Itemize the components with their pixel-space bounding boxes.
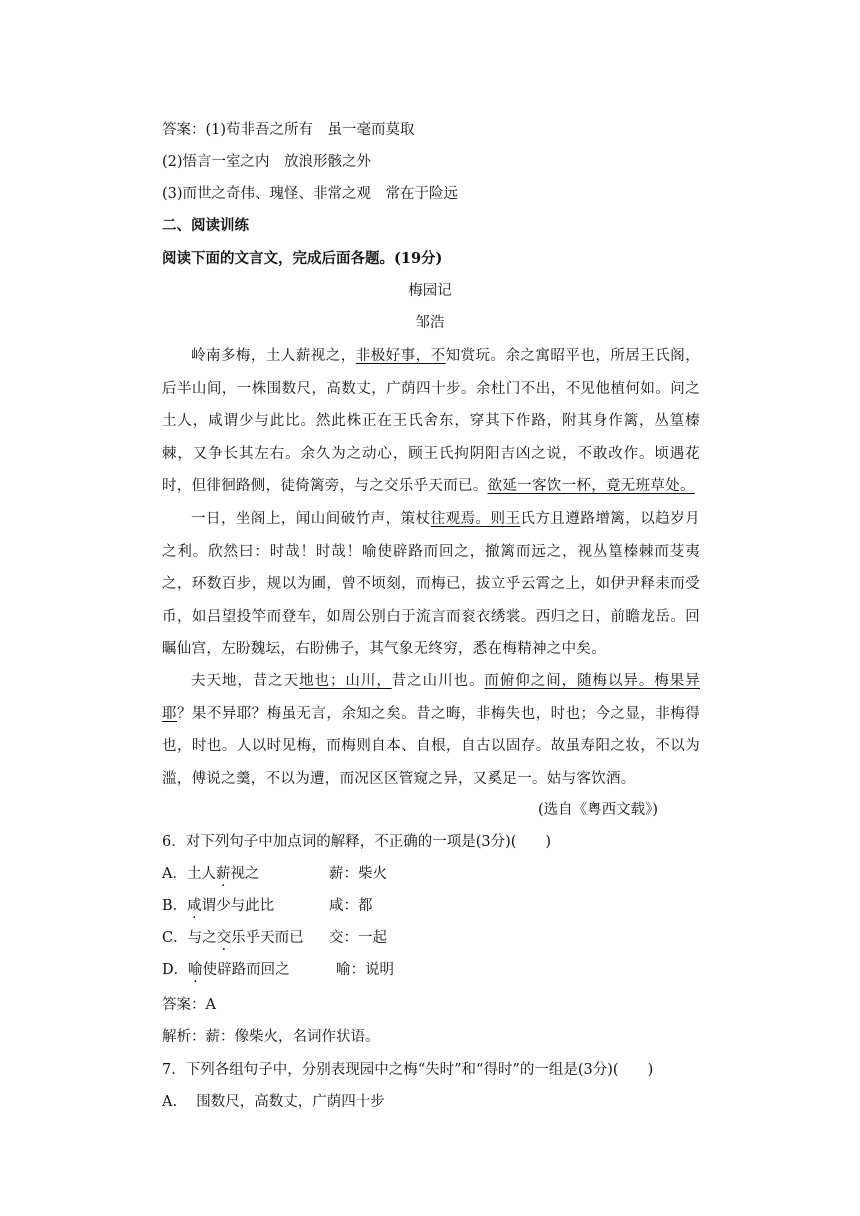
passage-author: 邹浩 bbox=[415, 315, 445, 331]
q6-option-b-gloss: 咸：都 bbox=[329, 898, 373, 914]
q6-b-suffix: 谓少与此比 bbox=[201, 898, 275, 914]
p1-underlined-2: 欲延一客饮一杯，竟无班草处。 bbox=[487, 478, 695, 494]
p2-underlined-1: 往观焉。则王 bbox=[430, 511, 521, 527]
q6-option-c-gloss: 交：一起 bbox=[329, 930, 387, 946]
q6-c-prefix: C．与之 bbox=[162, 930, 217, 946]
passage-title: 梅园记 bbox=[408, 283, 452, 299]
q6-d-dotted-word: 喻 bbox=[188, 962, 203, 978]
passage-source: (选自《粤西文载》) bbox=[538, 802, 659, 818]
section-heading: 二、阅读训练 bbox=[162, 217, 249, 234]
p3-underlined-2: 而俯仰之间，随梅以异。梅果异耶 bbox=[162, 673, 700, 722]
q6-a-prefix: A．土人 bbox=[162, 866, 216, 882]
q6-answer: 答案：A bbox=[162, 997, 216, 1013]
passage-paragraph-2 bbox=[162, 503, 700, 666]
p2-text-1: 一日，坐阁上，闻山间破竹声，策杖 bbox=[191, 511, 431, 527]
p1-text-1: 岭南多梅，土人薪视之， bbox=[191, 348, 356, 364]
q6-a-suffix: 视之 bbox=[230, 866, 260, 882]
q6-option-b bbox=[162, 896, 274, 916]
p1-underlined-1: 非极好事，不 bbox=[355, 348, 446, 364]
p3-text-2: 昔之山川也。 bbox=[391, 673, 485, 689]
q6-c-suffix: 乐乎天而已 bbox=[231, 930, 304, 946]
answer-line-1: 答案：(1)苟非吾之所有 虽一毫而莫取 bbox=[162, 122, 415, 138]
p3-text-3: ？果不异耶？梅虽无言，余知之矣。昔之晦，非梅失也，时也；今之显，非梅得也，时也。人以时见梅，而梅则自本、自根，自古以固存。故虽寿阳之妆，不以为滥，傅说之羹，不以为遭，而况区区管窥之异，又奚足一。姑与客饮酒。 bbox=[162, 705, 700, 787]
q6-d-suffix: 使辟路而回之 bbox=[202, 962, 290, 978]
q6-b-dotted-word: 咸 bbox=[187, 898, 202, 914]
p1-text-2: 知赏玩。余之寓昭平也，所居王氏阁，后半山间，一株围数尺，高数丈，广荫四十步。余杜门不出，不见他植何如。问之土人，咸谓少与此比。然此株正在王氏舍东，穿其下作路，附其身作篱，丛篁榛棘，又争长其左右。余久为之动心，顾王氏拘阴阳吉凶之说，不敢改作。顷遇花时，但徘徊路侧，徒倚篱旁，与之交乐乎天而已。 bbox=[162, 348, 700, 494]
q6-c-dotted-word: 交 bbox=[216, 930, 232, 946]
p2-text-2: 氏方且遵路增篱，以趋岁月之利。欣然曰：时哉！时哉！喻使辟路而回之，撤篱而远之，视丛篁榛棘而芟夷之，环数百步，规以为圃，曾不顷刻，而梅已，拔立乎云霄之上，如伊尹释耒而受币，如吕望投竿而登车，如周公别白于流言而衮衣绣裳。西归之日，前瞻龙岳。回瞩仙宫，左盼魏坛，右盼佛子，其气象无终穷，悉在梅精神之中矣。 bbox=[162, 511, 700, 657]
p3-underlined-1: 地也；山川， bbox=[299, 673, 392, 689]
q6-d-prefix: D． bbox=[162, 962, 189, 978]
q6-b-prefix: B． bbox=[162, 898, 188, 914]
answer-line-2: (2)悟言一室之内 放浪形骸之外 bbox=[162, 154, 372, 170]
answer-line-3: (3)而世之奇伟、瑰怪、非常之观 常在于险远 bbox=[162, 186, 459, 202]
q6-a-dotted-word: 薪 bbox=[215, 866, 231, 882]
passage-paragraph-3 bbox=[162, 665, 700, 795]
q7-stem: 7．下列各组句子中，分别表现园中之梅“失时”和“得时”的一组是(3分)( ) bbox=[162, 1062, 654, 1078]
p3-text-1: 夫天地，昔之天 bbox=[191, 673, 300, 689]
q6-option-c bbox=[162, 928, 304, 948]
q6-option-d bbox=[162, 960, 290, 980]
q6-stem: 6．对下列句子中加点词的解释，不正确的一项是(3分)( ) bbox=[162, 834, 552, 850]
q7-option-a: A. 围数尺，高数丈，广荫四十步 bbox=[162, 1094, 385, 1110]
q6-option-a-gloss: 薪：柴火 bbox=[329, 866, 387, 882]
q6-option-a bbox=[162, 864, 259, 884]
q6-analysis: 解析：薪：像柴火，名词作状语。 bbox=[162, 1029, 380, 1045]
passage-paragraph-1 bbox=[162, 340, 700, 503]
q6-option-d-gloss: 喻：说明 bbox=[336, 962, 394, 978]
instruction: 阅读下面的文言文，完成后面各题。(19分) bbox=[162, 250, 443, 267]
